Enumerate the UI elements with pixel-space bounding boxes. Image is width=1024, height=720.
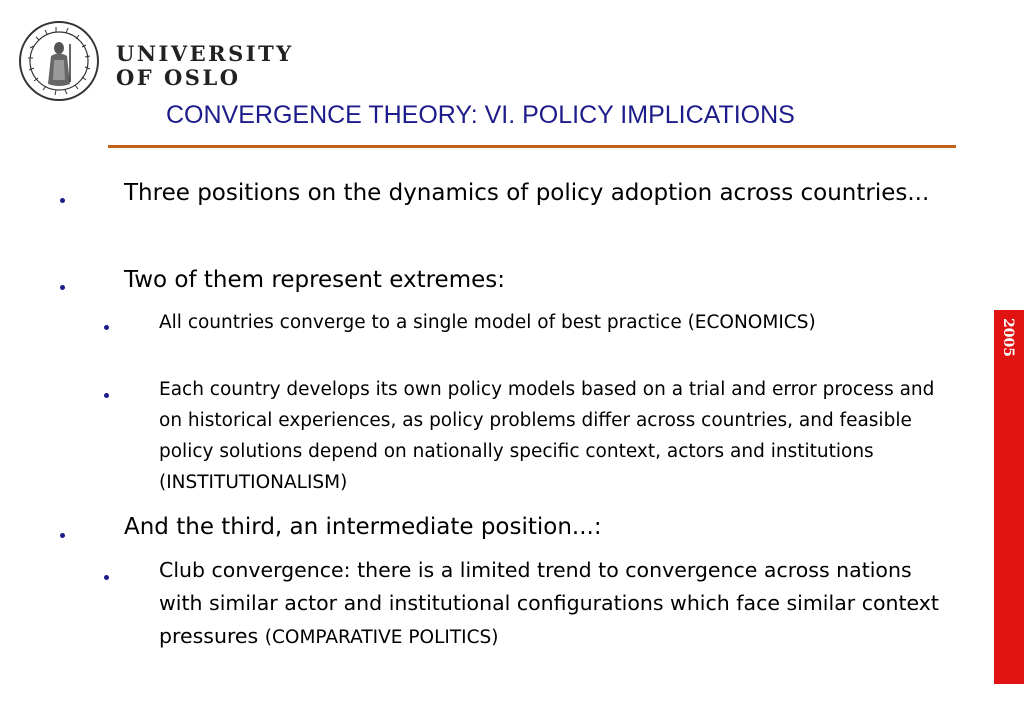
sub-bullet-suffix: (COMPARATIVE POLITICS) [264, 627, 499, 648]
bullet-item: And the third, an intermediate position...: [124, 514, 602, 540]
sub-bullet-dot-icon [104, 325, 109, 330]
sub-bullet-dot-icon [104, 393, 109, 398]
sub-bullet-item: Each country develops its own policy models based on a trial and error process and on historical experiences, as policy problems differ across countries, and feasible policy solutions depend on nationally specific context, actors and institutions (INSTITUTIONALISM) [159, 379, 935, 493]
sub-bullet-item [159, 554, 959, 654]
bullet-item: Two of them represent extremes: [124, 267, 505, 293]
year-sidebar [994, 310, 1024, 684]
bullet-item: Three positions on the dynamics of policy adoption across countries... [124, 180, 930, 206]
bullet-dot-icon [60, 285, 65, 290]
year-label: 2005 [1000, 318, 1016, 357]
university-name-line1: UNIVERSITY [116, 41, 294, 66]
sub-bullet-text: Club convergence: there is a limited trend to convergence across nations with similar actor and institutional configurations which face similar context pressures [159, 558, 939, 648]
university-name-line2: OF OSLO [116, 65, 241, 90]
slide-title: CONVERGENCE THEORY: VI. POLICY IMPLICATIONS [166, 101, 795, 129]
bullet-dot-icon [60, 533, 65, 538]
bullet-dot-icon [60, 198, 65, 203]
sub-bullet-item: All countries converge to a single model of best practice (ECONOMICS) [159, 312, 816, 333]
sub-bullet-dot-icon [104, 575, 109, 580]
